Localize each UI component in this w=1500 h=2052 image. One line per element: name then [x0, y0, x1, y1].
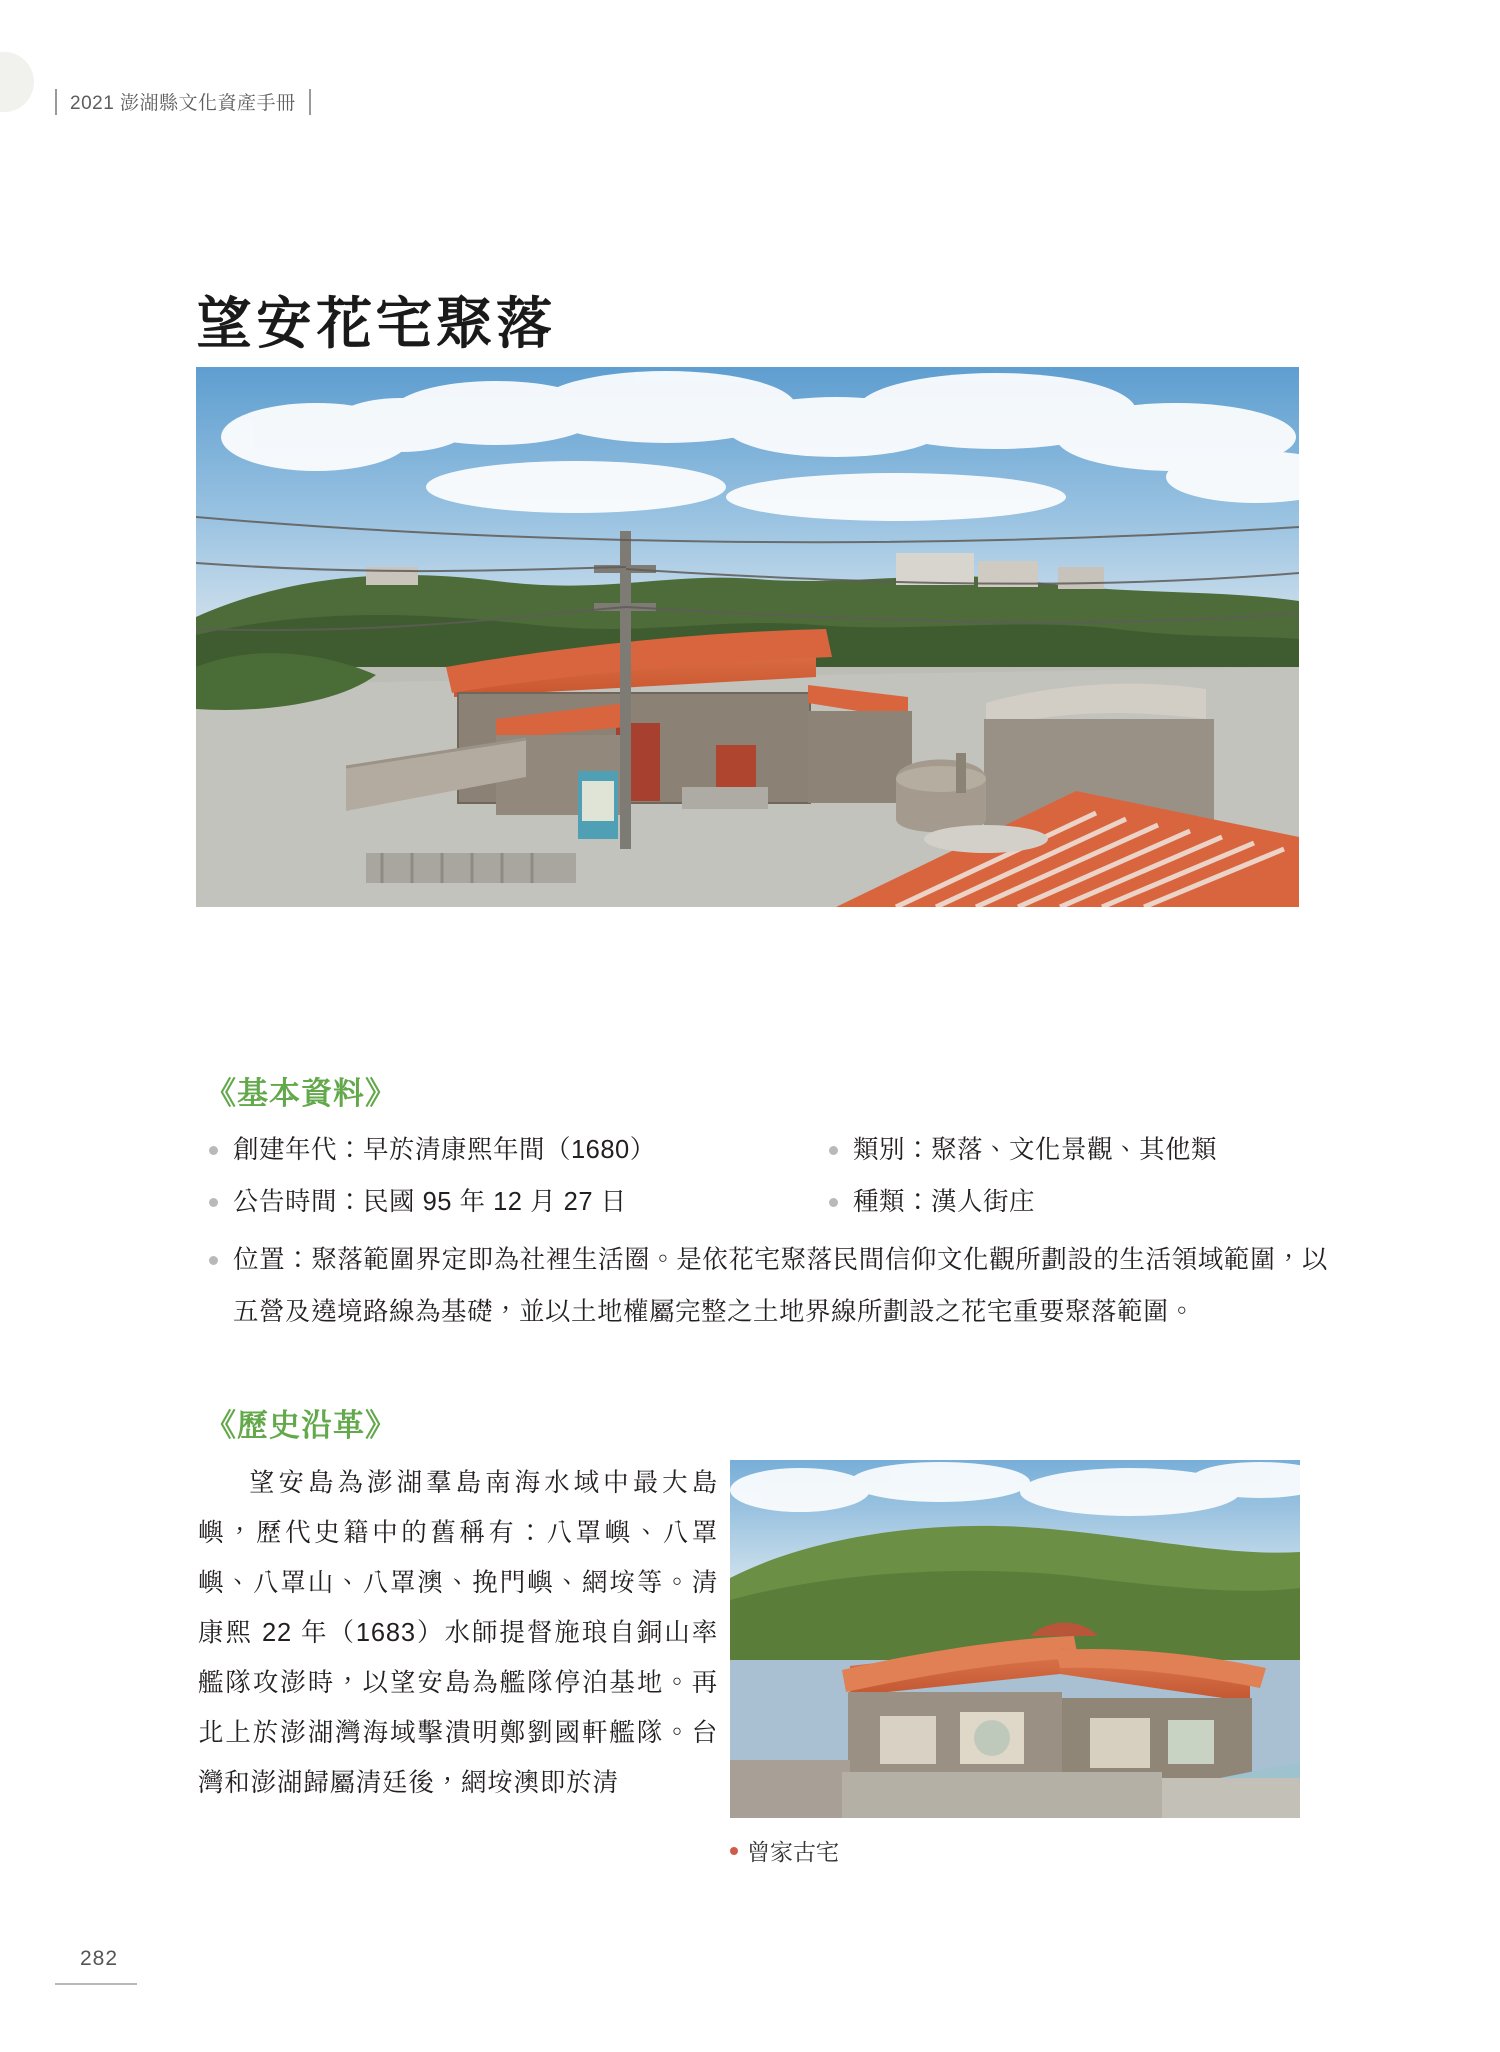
history-body-text: 望安島為澎湖羣島南海水域中最大島嶼，歷代史籍中的舊稱有：八罩嶼、八罩嶼、八罩山、八罩澳、挽門嶼、網垵等。清康熙 22 年（1683）水師提督施琅自銅山率艦隊攻澎時，以望安島為艦隊停泊基地。再北上於澎湖灣海域擊潰明鄭劉國軒艦隊。台灣和澎湖歸屬清廷後，網垵澳即於清 — [198, 1469, 718, 1797]
section-heading-history: 《歷史沿革》 — [205, 1408, 397, 1444]
page-number: 282 — [80, 1947, 119, 1970]
running-title: 2021 澎湖縣文化資產手冊 — [70, 93, 296, 114]
basic-info-columns — [205, 1124, 1305, 1228]
list-item-location: 位置：聚落範圍界定即為社裡生活圈。是依花宅聚落民間信仰文化觀所劃設的生活領域範圍，以五營及遶境路線為基礎，並以土地權屬完整之土地界線所劃設之花宅重要聚落範圍。 — [205, 1234, 1328, 1338]
header-rule-left — [55, 89, 57, 115]
basic-info-column-left — [205, 1124, 825, 1228]
list-item: 種類：漢人街庄 — [825, 1176, 1295, 1228]
hero-photo-illustration — [196, 367, 1299, 907]
list-item: 創建年代：早於清康熙年間（1680） — [205, 1124, 825, 1176]
page-title: 望安花宅聚落 — [196, 290, 556, 357]
header-rule-right — [309, 89, 311, 115]
secondary-photo-illustration — [730, 1460, 1300, 1818]
secondary-photo — [730, 1460, 1300, 1818]
basic-info-column-right — [825, 1124, 1295, 1228]
corner-decoration — [0, 52, 34, 112]
hero-photo — [196, 367, 1299, 907]
running-header — [55, 88, 311, 115]
list-item: 公告時間：民國 95 年 12 月 27 日 — [205, 1176, 825, 1228]
caption-bullet-icon — [730, 1847, 738, 1855]
footer-rule — [55, 1983, 137, 1985]
basic-info-list — [205, 1124, 1328, 1338]
section-heading-basic-info: 《基本資料》 — [205, 1076, 397, 1112]
caption-text: 曾家古宅 — [747, 1840, 839, 1866]
list-item: 類別：聚落、文化景觀、其他類 — [825, 1124, 1295, 1176]
photo-caption — [730, 1834, 839, 1867]
